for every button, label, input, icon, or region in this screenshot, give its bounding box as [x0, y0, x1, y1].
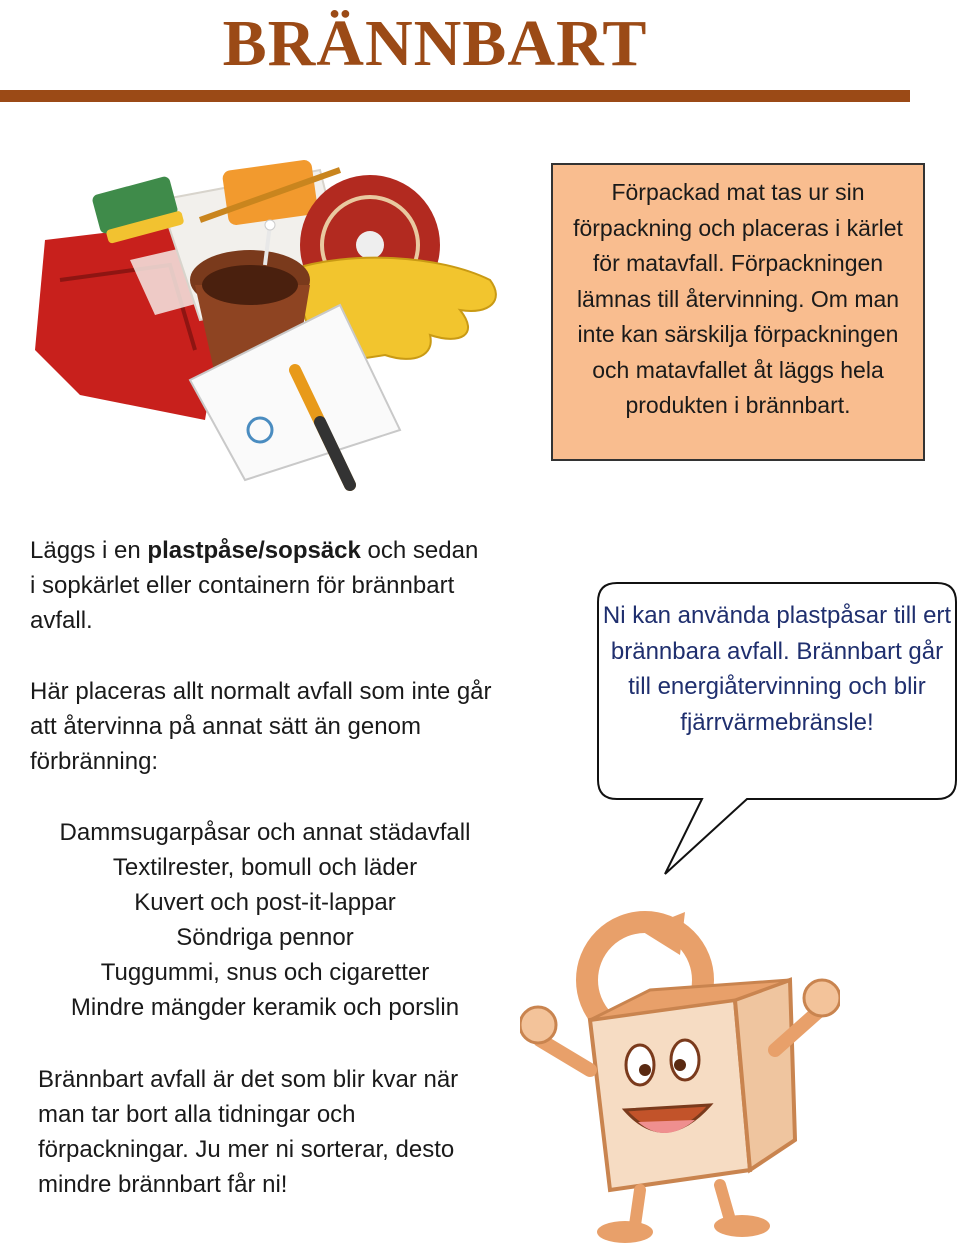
- list-item: Tuggummi, snus och cigaretter: [100, 959, 430, 986]
- bin-body: [590, 1000, 750, 1190]
- page-title: BRÄNNBART: [222, 7, 648, 80]
- food-packaging-info-box: Förpackad mat tas ur sin förpackning och placeras i kärlet för matavfall. Förpackningen lämnas till återvinning. Om man inte kan särskilja förpackningen och matavfallet åt läggs hela produkten i brännbart.: [551, 163, 925, 461]
- speech-bubble-text: Ni kan använda plastpåsar till ert brännbara avfall. Brännbart går till energiåtervinning och blir fjärrvärmebränsle!: [602, 602, 952, 736]
- list-item: Söndriga pennor: [176, 924, 354, 951]
- list-item: Textilrester, bomull och läder: [112, 854, 418, 881]
- plastic-bag-emphasis: plastpåse/sopsäck: [147, 537, 361, 564]
- list-item: Dammsugarpåsar och annat städavfall: [59, 819, 471, 846]
- summary-paragraph: Brännbart avfall är det som blir kvar när man tar bort alla tidningar och förpackningar. Ju mer ni sorterar, desto mindre brännbart får ni!: [38, 1066, 459, 1198]
- recycling-bin-mascot: [520, 900, 840, 1245]
- bag-instruction-paragraph: Läggs i en plastpåse/sopsäck och sedan i sopkärlet eller containern för brännbart avfall.: [30, 537, 479, 634]
- waste-items-list: [25, 815, 505, 1025]
- normal-waste-paragraph: Här placeras allt normalt avfall som inte går att återvinna på annat sätt än genom förbränning:: [30, 678, 492, 775]
- list-item: Mindre mängder keramik och porslin: [70, 994, 460, 1021]
- waste-items-photo: [20, 130, 520, 510]
- list-item: Kuvert och post-it-lappar: [134, 889, 396, 916]
- title-rule: [0, 90, 910, 102]
